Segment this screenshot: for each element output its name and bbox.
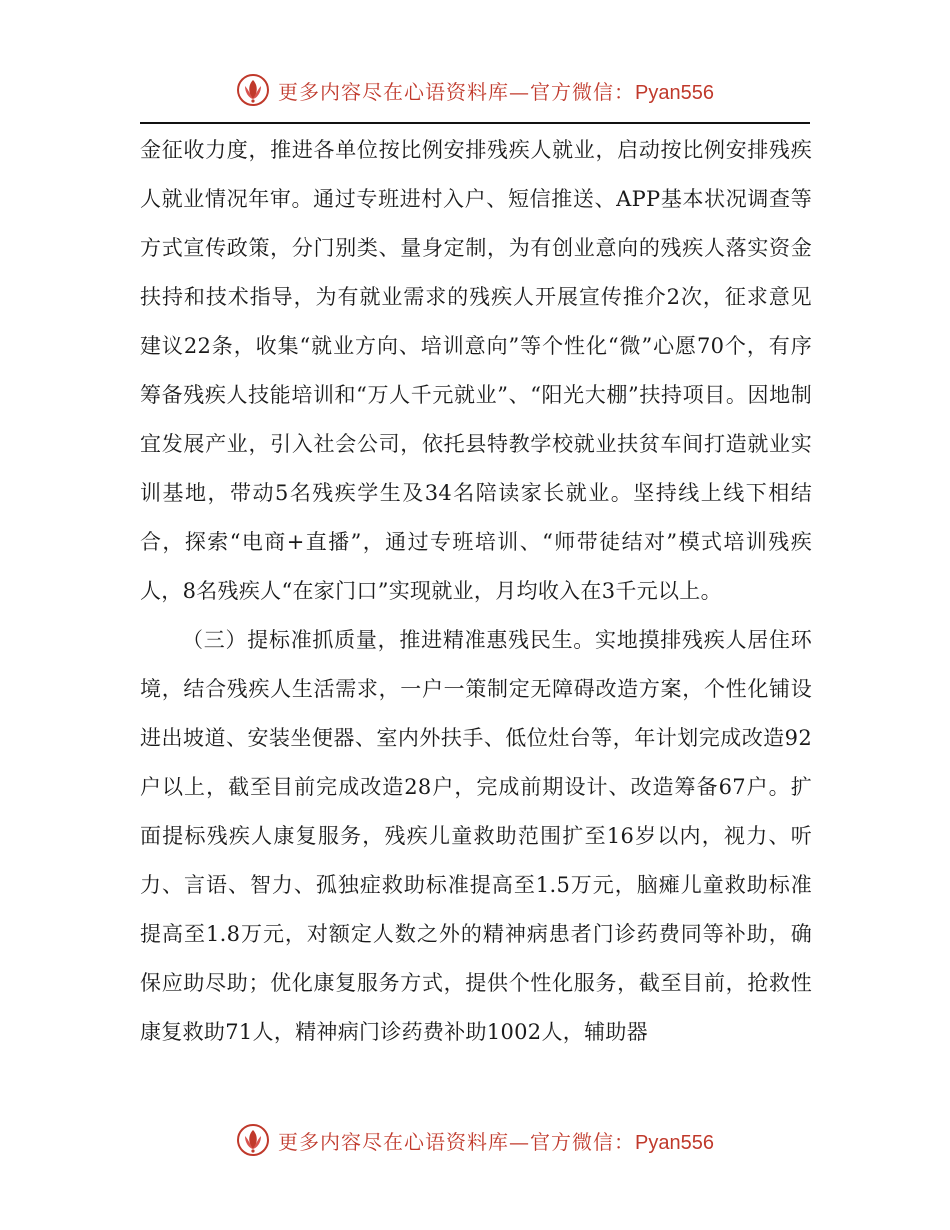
footer-banner bbox=[0, 1120, 950, 1160]
lotus-logo-icon bbox=[236, 1123, 270, 1157]
footer-banner-text bbox=[278, 1126, 714, 1155]
footer-wechat-id: Pyan556 bbox=[635, 1131, 714, 1154]
footer-banner-label: 更多内容尽在心语资料库—官方微信： bbox=[278, 1129, 636, 1154]
header-banner-label: 更多内容尽在心语资料库—官方微信： bbox=[278, 79, 636, 104]
header-banner bbox=[0, 70, 950, 110]
body-paragraph-2: （三）提标准抓质量，推进精准惠残民生。实地摸排残疾人居住环境，结合残疾人生活需求，一户一策制定无障碍改造方案，个性化铺设进出坡道、安装坐便器、室内外扶手、低位灶台等，年计划完成改造92户以上，截至目前完成改造28户，完成前期设计、改造筹备67户。扩面提标残疾人康复服务，残疾儿童救助范围扩至16岁以内，视力、听力、言语、智力、孤独症救助标准提高至1.5万元，脑瘫儿童救助标准提高至1.8万元，对额定人数之外的精神病患者门诊药费同等补助，确保应助尽助；优化康复服务方式，提供个性化服务，截至目前，抢救性康复救助71人，精神病门诊药费补助1002人，辅助器 bbox=[140, 628, 812, 1044]
header-wechat-id: Pyan556 bbox=[635, 81, 714, 104]
lotus-logo-icon bbox=[236, 73, 270, 107]
body-paragraph-1: 金征收力度，推进各单位按比例安排残疾人就业，启动按比例安排残疾人就业情况年审。通过专班进村入户、短信推送、APP基本状况调查等方式宣传政策，分门别类、量身定制，为有创业意向的残疾人落实资金扶持和技术指导，为有就业需求的残疾人开展宣传推介2次，征求意见建议22条，收集“就业方向、培训意向”等个性化“微”心愿70个，有序筹备残疾人技能培训和“万人千元就业”、“阳光大棚”扶持项目。因地制宜发展产业，引入社会公司，依托县特教学校就业扶贫车间打造就业实训基地，带动5名残疾学生及34名陪读家长就业。坚持线上线下相结合，探索“电商+直播”，通过专班培训、“师带徒结对”模式培训残疾人，8名残疾人“在家门口”实现就业，月均收入在3千元以上。 bbox=[140, 138, 812, 603]
document-body bbox=[140, 126, 812, 1057]
header-divider bbox=[140, 122, 810, 124]
header-banner-text bbox=[278, 76, 714, 105]
